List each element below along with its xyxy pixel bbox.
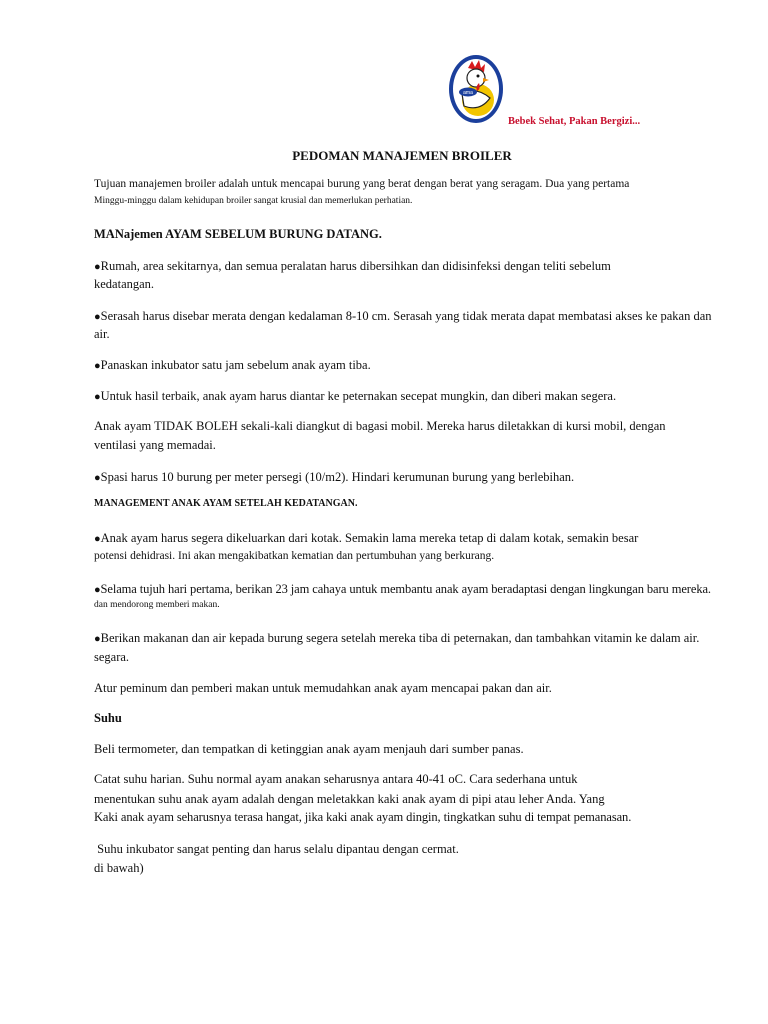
text-line: menentukan suhu anak ayam adalah dengan meletakkan kaki anak ayam di pipi atau leher Anda. Yang <box>94 792 605 806</box>
bullet-icon <box>94 358 101 372</box>
bullet-text: Anak ayam harus segera dikeluarkan dari kotak. Semakin lama mereka tetap di dalam kotak, semakin besar <box>100 531 639 545</box>
text-line: Beli termometer, dan tempatkan di ketinggian anak ayam menjauh dari sumber panas. <box>94 742 524 756</box>
bullet-line <box>94 470 574 485</box>
text-line: Anak ayam TIDAK BOLEH sekali-kali diangkut di bagasi mobil. Mereka harus diletakkan di kursi mobil, dengan <box>94 419 666 433</box>
section-heading: MANajemen AYAM SEBELUM BURUNG DATANG. <box>94 227 382 241</box>
bullet-icon <box>94 531 101 545</box>
chicken-logo-icon <box>446 52 506 126</box>
bullet-icon <box>94 309 101 323</box>
intro-line: Tujuan manajemen broiler adalah untuk mencapai burung yang berat dengan berat yang seragam. Dua yang pertama <box>94 178 630 190</box>
intro-line: Minggu-minggu dalam kehidupan broiler sangat krusial dan memerlukan perhatian. <box>94 196 413 206</box>
bullet-line <box>94 631 699 646</box>
bullet-line <box>94 389 616 404</box>
bullet-text: Untuk hasil terbaik, anak ayam harus diantar ke peternakan secepat mungkin, dan diberi makan segera. <box>100 389 617 403</box>
bullet-icon <box>94 259 101 273</box>
text-line: Catat suhu harian. Suhu normal ayam anakan seharusnya antara 40-41 oC. Cara sederhana untuk <box>94 772 578 786</box>
bullet-line <box>94 582 711 597</box>
text-line: ventilasi yang memadai. <box>94 438 216 452</box>
text-line: Kaki anak ayam seharusnya terasa hangat, jika kaki anak ayam dingin, tingkatkan suhu di tempat pemanasan. <box>94 810 632 824</box>
text-line: dan mendorong memberi makan. <box>94 600 220 610</box>
bullet-line <box>94 358 371 373</box>
text-line: di bawah) <box>94 861 144 875</box>
section-heading: MANAGEMENT ANAK AYAM SETELAH KEDATANGAN. <box>94 498 358 509</box>
bullet-text: Panaskan inkubator satu jam sebelum anak ayam tiba. <box>100 358 371 372</box>
page-title: PEDOMAN MANAJEMEN BROILER <box>292 148 512 163</box>
text-line: air. <box>94 327 110 341</box>
text-line: Atur peminum dan pemberi makan untuk memudahkan anak ayam mencapai pakan dan air. <box>94 681 552 695</box>
tagline: Bebek Sehat, Pakan Bergizi... <box>508 116 641 127</box>
bullet-line <box>94 309 712 324</box>
bullet-icon <box>94 631 101 645</box>
text-line: kedatangan. <box>94 277 155 291</box>
text-line: Suhu inkubator sangat penting dan harus selalu dipantau dengan cermat. <box>94 842 459 856</box>
bullet-icon <box>94 470 101 484</box>
text-line: potensi dehidrasi. Ini akan mengakibatkan kematian dan pertumbuhan yang berkurang. <box>94 550 495 562</box>
bullet-text: Spasi harus 10 burung per meter persegi (10/m2). Hindari kerumunan burung yang berlebihan. <box>100 470 575 484</box>
bullet-line <box>94 259 611 274</box>
section-heading: Suhu <box>94 711 122 725</box>
bullet-icon <box>94 389 101 403</box>
bullet-text: Serasah harus disebar merata dengan kedalaman 8-10 cm. Serasah yang tidak merata dapat membatasi akses ke pakan dan <box>100 309 712 323</box>
text-line: segara. <box>94 650 130 664</box>
bullet-text: Rumah, area sekitarnya, dan semua peralatan harus dibersihkan dan didisinfeksi dengan teliti sebelum <box>100 259 611 273</box>
bullet-line <box>94 531 638 546</box>
bullet-text: Selama tujuh hari pertama, berikan 23 jam cahaya untuk membantu anak ayam beradaptasi dengan lingkungan baru mereka. <box>100 582 711 596</box>
bullet-text: Berikan makanan dan air kepada burung segera setelah mereka tiba di peternakan, dan tambahkan vitamin ke dalam air. <box>100 631 700 645</box>
logo-text: ama <box>463 90 473 96</box>
